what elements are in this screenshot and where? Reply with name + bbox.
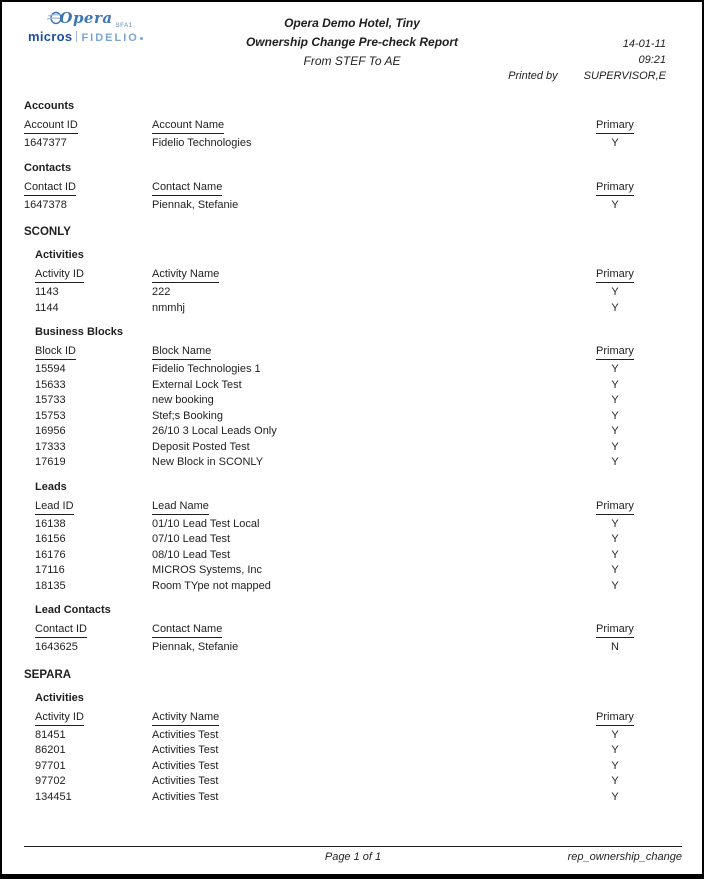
cell-primary: Y bbox=[611, 137, 619, 149]
cell-id: 16956 bbox=[35, 425, 66, 437]
cell-id: 97702 bbox=[35, 775, 66, 787]
table-rows bbox=[2, 285, 702, 316]
table-row bbox=[2, 790, 702, 806]
table-row bbox=[2, 563, 702, 579]
report-header bbox=[2, 2, 702, 90]
cell-primary: Y bbox=[611, 378, 619, 391]
table-row bbox=[2, 285, 702, 301]
printed-by-label: Printed by bbox=[508, 70, 558, 82]
table-row bbox=[2, 136, 702, 152]
report-block bbox=[2, 162, 702, 214]
cell-name: Activities Test bbox=[152, 775, 219, 787]
cell-primary: Y bbox=[611, 548, 619, 561]
cell-id: 17116 bbox=[35, 564, 65, 576]
cell-name: Piennak, Stefanie bbox=[152, 641, 239, 653]
column-header-primary: Primary bbox=[592, 622, 638, 638]
table-row bbox=[2, 548, 702, 564]
cell-name: Deposit Posted Test bbox=[152, 440, 250, 453]
column-header-name: Contact Name bbox=[152, 180, 592, 196]
column-header-name: Activity Name bbox=[152, 267, 592, 283]
cell-primary: Y bbox=[611, 579, 619, 592]
page-number: Page 1 of 1 bbox=[324, 851, 382, 863]
cell-id: 15733 bbox=[35, 394, 66, 406]
table-rows bbox=[2, 198, 702, 214]
cell-name: 222 bbox=[152, 286, 171, 298]
cell-name: Stef;s Booking bbox=[152, 409, 223, 422]
column-header-primary: Primary bbox=[592, 118, 638, 134]
table-header-row bbox=[2, 710, 702, 726]
printed-by-value: SUPERVISOR,E bbox=[583, 70, 666, 82]
table-row bbox=[2, 198, 702, 214]
table-row bbox=[2, 440, 702, 456]
column-header-primary: Primary bbox=[592, 267, 638, 283]
column-header-id: Contact ID bbox=[35, 622, 152, 638]
table-row bbox=[2, 759, 702, 775]
cell-id: 1647377 bbox=[24, 137, 67, 149]
cell-name: Room TYpe not mapped bbox=[152, 579, 271, 592]
report-block bbox=[2, 326, 702, 471]
cell-name: New Block in SCONLY bbox=[152, 456, 264, 468]
report-time: 09:21 bbox=[638, 54, 666, 66]
column-header-name: Block Name bbox=[152, 344, 592, 360]
report-block bbox=[2, 604, 702, 656]
cell-id: 97701 bbox=[35, 759, 66, 772]
table-rows bbox=[2, 728, 702, 806]
block-title: Leads bbox=[35, 480, 67, 493]
column-header-primary: Primary bbox=[592, 499, 638, 515]
cell-primary: Y bbox=[611, 409, 619, 422]
cell-name: new booking bbox=[152, 394, 214, 406]
cell-primary: Y bbox=[611, 363, 619, 375]
report-subtitle: From STEF To AE bbox=[303, 54, 401, 68]
cell-name: 08/10 Lead Test bbox=[152, 548, 231, 561]
table-row bbox=[2, 424, 702, 440]
report-block bbox=[2, 481, 702, 595]
group-blocks bbox=[2, 100, 702, 213]
column-header-name: Contact Name bbox=[152, 622, 592, 638]
cell-name: nmmhj bbox=[152, 301, 186, 314]
cell-primary: Y bbox=[611, 775, 619, 787]
cell-id: 1643625 bbox=[35, 641, 78, 653]
cell-primary: Y bbox=[611, 286, 619, 298]
cell-id: 81451 bbox=[35, 728, 66, 741]
opera-wordmark: Opera bbox=[59, 9, 113, 27]
report-block bbox=[2, 692, 702, 806]
micros-wordmark: micros bbox=[28, 29, 73, 44]
table-row bbox=[2, 579, 702, 595]
cell-id: 16138 bbox=[35, 517, 66, 530]
table-rows bbox=[2, 517, 702, 595]
cell-name: 26/10 3 Local Leads Only bbox=[152, 425, 277, 437]
column-header-id: Account ID bbox=[24, 118, 152, 134]
column-header-primary: Primary bbox=[592, 344, 638, 360]
report-group bbox=[2, 225, 702, 656]
table-rows bbox=[2, 136, 702, 152]
report-group bbox=[2, 668, 702, 806]
cell-primary: Y bbox=[611, 198, 619, 211]
cell-id: 17333 bbox=[35, 440, 66, 453]
cell-id: 15633 bbox=[35, 378, 66, 391]
table-rows bbox=[2, 640, 702, 656]
cell-id: 134451 bbox=[35, 790, 72, 803]
table-row bbox=[2, 301, 702, 317]
cell-id: 86201 bbox=[35, 744, 66, 756]
cell-primary: Y bbox=[611, 301, 619, 314]
column-header-name: Lead Name bbox=[152, 499, 592, 515]
cell-name: Piennak, Stefanie bbox=[152, 198, 239, 211]
cell-id: 1647378 bbox=[24, 198, 67, 211]
cell-name: External Lock Test bbox=[152, 378, 242, 391]
block-title: Accounts bbox=[24, 100, 75, 112]
group-title: SEPARA bbox=[24, 668, 72, 681]
block-title: Activities bbox=[35, 691, 84, 704]
table-header-row bbox=[2, 622, 702, 638]
cell-name: Activities Test bbox=[152, 759, 219, 772]
cell-id: 15753 bbox=[35, 409, 66, 422]
table-row bbox=[2, 728, 702, 744]
group-blocks bbox=[2, 692, 702, 806]
cell-name: Fidelio Technologies 1 bbox=[152, 363, 261, 375]
cell-primary: Y bbox=[611, 517, 619, 530]
table-header-row bbox=[2, 180, 702, 196]
cell-primary: Y bbox=[611, 456, 619, 468]
report-block bbox=[2, 249, 702, 316]
block-title: Lead Contacts bbox=[35, 604, 111, 616]
table-row bbox=[2, 640, 702, 656]
column-header-id: Lead ID bbox=[35, 499, 152, 515]
report-file-name: rep_ownership_change bbox=[567, 851, 682, 863]
table-header-row bbox=[2, 118, 702, 134]
cell-name: Activities Test bbox=[152, 744, 219, 756]
report-date: 14-01-11 bbox=[622, 38, 666, 50]
cell-primary: Y bbox=[611, 790, 619, 803]
cell-primary: Y bbox=[611, 759, 619, 772]
cell-name: 07/10 Lead Test bbox=[152, 533, 231, 545]
printed-by-row bbox=[508, 68, 666, 84]
column-header-name: Account Name bbox=[152, 118, 592, 134]
cell-id: 16176 bbox=[35, 548, 66, 561]
cell-primary: Y bbox=[611, 394, 619, 406]
block-title: Contacts bbox=[24, 161, 72, 174]
table-row bbox=[2, 774, 702, 790]
table-header-row bbox=[2, 267, 702, 283]
report-group bbox=[2, 100, 702, 213]
column-header-name: Activity Name bbox=[152, 710, 592, 726]
column-header-id: Activity ID bbox=[35, 267, 152, 283]
table-row bbox=[2, 362, 702, 378]
cell-primary: Y bbox=[611, 728, 619, 741]
cell-id: 1143 bbox=[35, 286, 59, 298]
opera-sfa-label: SFA1 bbox=[115, 23, 133, 29]
column-header-primary: Primary bbox=[592, 710, 638, 726]
cell-primary: Y bbox=[611, 425, 619, 437]
group-blocks bbox=[2, 249, 702, 656]
column-header-primary: Primary bbox=[592, 180, 638, 196]
cell-name: 01/10 Lead Test Local bbox=[152, 517, 260, 530]
cell-id: 16156 bbox=[35, 533, 66, 545]
table-row bbox=[2, 409, 702, 425]
cell-primary: Y bbox=[611, 533, 619, 545]
table-row bbox=[2, 393, 702, 409]
table-header-row bbox=[2, 499, 702, 515]
table-row bbox=[2, 378, 702, 394]
report-footer bbox=[24, 846, 682, 867]
table-rows bbox=[2, 362, 702, 471]
cell-primary: Y bbox=[611, 440, 619, 453]
column-header-id: Contact ID bbox=[24, 180, 152, 196]
report-block bbox=[2, 100, 702, 152]
table-header-row bbox=[2, 344, 702, 360]
group-title: SCONLY bbox=[24, 226, 71, 238]
report-title: Ownership Change Pre-check Report bbox=[245, 35, 459, 49]
block-title: Activities bbox=[35, 249, 84, 261]
cell-name: Activities Test bbox=[152, 790, 219, 803]
cell-name: MICROS Systems, Inc bbox=[152, 564, 263, 576]
cell-id: 1144 bbox=[35, 301, 59, 314]
cell-name: Activities Test bbox=[152, 728, 219, 741]
cell-primary: Y bbox=[611, 564, 619, 576]
report-meta bbox=[508, 36, 666, 84]
hotel-name: Opera Demo Hotel, Tiny bbox=[284, 16, 420, 30]
fidelio-wordmark: FIDELIO bbox=[81, 32, 139, 44]
cell-name: Fidelio Technologies bbox=[152, 137, 252, 149]
cell-id: 15594 bbox=[35, 363, 66, 375]
table-row bbox=[2, 743, 702, 759]
cell-id: 18135 bbox=[35, 579, 66, 592]
table-row bbox=[2, 532, 702, 548]
cell-primary: Y bbox=[611, 744, 619, 756]
cell-id: 17619 bbox=[35, 456, 66, 468]
column-header-id: Activity ID bbox=[35, 710, 152, 726]
column-header-id: Block ID bbox=[35, 344, 152, 360]
cell-primary: N bbox=[611, 641, 619, 653]
table-row bbox=[2, 517, 702, 533]
report-body bbox=[2, 100, 702, 805]
block-title: Business Blocks bbox=[35, 326, 124, 338]
table-row bbox=[2, 455, 702, 471]
